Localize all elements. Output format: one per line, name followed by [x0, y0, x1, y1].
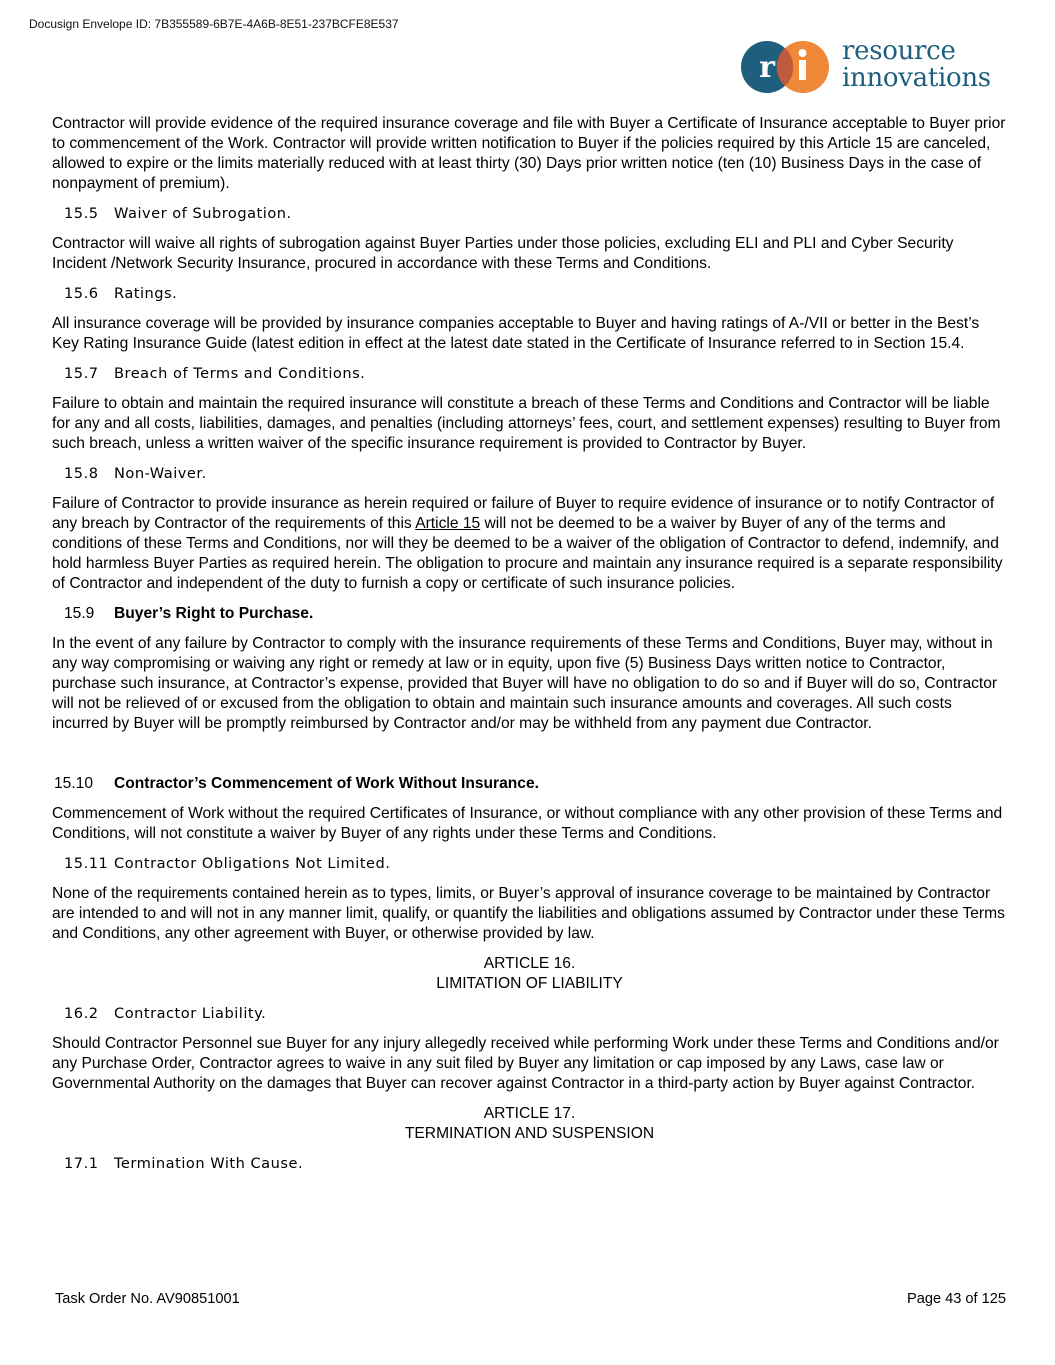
section-body-16-2: Should Contractor Personnel sue Buyer for any injury allegedly received while performing Work under these Terms and Conditions and/or any Purchase Order, Contractor agrees to waive in any suit filed by Buyer any limitation or cap imposed by any Laws, case law or Governmental Authority on the damages that Buyer can recover against Contractor in a third-party action by Buyer against Contractor. — [52, 1035, 999, 1092]
logo-mark-r: r — [759, 50, 775, 85]
section-title: Buyer’s Right to Purchase. — [114, 605, 314, 622]
section-heading-15-5 — [64, 204, 1007, 224]
logo-line-innovations: innovations — [842, 63, 991, 93]
section-number: 15.10 — [54, 775, 94, 792]
footer-page-number: Page 43 of 125 — [907, 1291, 1006, 1307]
section-body-15-8 — [52, 494, 1007, 594]
section-title: Waiver of Subrogation. — [114, 205, 292, 222]
section-number: 17.1 — [64, 1155, 99, 1172]
section-title: Contractor Obligations Not Limited. — [114, 855, 391, 872]
article-title: TERMINATION AND SUSPENSION — [404, 1125, 655, 1142]
article-label: ARTICLE 16. — [483, 955, 576, 972]
section-title: Ratings. — [114, 285, 178, 302]
section-heading-17-1 — [64, 1154, 1007, 1174]
section-number: 15.9 — [64, 605, 95, 622]
article-17-heading — [52, 1104, 1007, 1144]
section-heading-15-7 — [64, 364, 1007, 384]
document-body — [52, 114, 1007, 1184]
section-number: 15.11 — [64, 855, 109, 872]
section-body-15-7: Failure to obtain and maintain the required insurance will constitute a breach of these Terms and Conditions and Contractor will be liable for any and all costs, liabilities, damages, and penalties (including attorneys’ fees, court, and settlement expenses) resulting to Buyer from such breach, unless a written waiver of the specific insurance requirement is provided to Contractor by Buyer. — [52, 395, 1001, 452]
section-body-15-5: Contractor will waive all rights of subrogation against Buyer Parties under those policies, excluding ELI and PLI and Cyber Security Incident /Network Security Insurance, procured in accordance with these Terms and Conditions. — [52, 235, 954, 272]
section-title: Termination With Cause. — [114, 1155, 304, 1172]
section-title: Non-Waiver. — [114, 465, 207, 482]
body-text: Failure of Contractor to provide insurance as herein required or failure of Buyer to require evidence of insurance or to notify Contractor of any breach by Contractor of the requirements of this — [52, 495, 995, 532]
section-number: 15.8 — [64, 465, 99, 482]
section-body-15-11: None of the requirements contained herein as to types, limits, or Buyer’s approval of insurance coverage to be maintained by Contractor are intended to and will not in any manner limit, qualify, or quantify the liabilities and obligations assumed by Contractor under these Terms and Conditions, any other agreement with Buyer, or otherwise provided by law. — [52, 885, 1005, 942]
section-body-15-6: All insurance coverage will be provided by insurance companies acceptable to Buyer and having ratings of A-/VII or better in the Best’s Key Rating Insurance Guide (latest edition in effect at the latest date stated in the Certificate of Insurance referred to in Section 15.4. — [52, 315, 980, 352]
article-15-link[interactable]: Article 15 — [415, 515, 481, 532]
section-heading-15-8 — [64, 464, 1007, 484]
section-number: 16.2 — [64, 1005, 99, 1022]
section-body-15-10: Commencement of Work without the required Certificates of Insurance, or without compliance with any other provision of these Terms and Conditions, will not constitute a waiver by Buyer of any rights under these Terms and Conditions. — [52, 805, 1003, 842]
logo-line-resource: resource — [842, 36, 956, 66]
section-heading-15-6 — [64, 284, 1007, 304]
logo-mark-icon — [741, 40, 833, 96]
section-number: 15.5 — [64, 205, 99, 222]
body-text: will not be deemed to be a waiver by Buyer of any of the terms and conditions of these Terms and Conditions, nor will they be deemed to be a waiver of the obligation of Contractor to defend, indemnify, and hold harmless Buyer Parties as required herein. The obligation to procure and maintain any insurance required is a separate responsibility of Contractor and independent of the duty to furnish a copy or certificate of such insurance policies. — [52, 515, 1003, 592]
article-title: LIMITATION OF LIABILITY — [436, 975, 623, 992]
article-label: ARTICLE 17. — [483, 1105, 576, 1122]
article-16-heading — [52, 954, 1007, 994]
section-title: Breach of Terms and Conditions. — [114, 365, 366, 382]
section-heading-15-10 — [54, 774, 1007, 794]
section-title: Contractor Liability. — [114, 1005, 267, 1022]
section-heading-15-11 — [64, 854, 1007, 874]
intro-paragraph: Contractor will provide evidence of the required insurance coverage and file with Buyer a Certificate of Insurance acceptable to Buyer prior to commencement of the Work. Contractor will provide written notification to Buyer if the policies required by this Article 15 are canceled, allowed to expire or the limits materially reduced with at least thirty (30) Days prior written notice (ten (10) Business Days in the case of nonpayment of premium). — [52, 115, 1006, 192]
footer-task-order: Task Order No. AV90851001 — [55, 1291, 240, 1307]
logo-wordmark — [842, 38, 991, 92]
docusign-envelope-id: Docusign Envelope ID: 7B355589-6B7E-4A6B-8E51-237BCFE8E537 — [29, 17, 399, 31]
section-title: Contractor’s Commencement of Work Without Insurance. — [114, 775, 539, 792]
section-body-15-9: In the event of any failure by Contractor to comply with the insurance requirements of these Terms and Conditions, Buyer may, without in any way compromising or waiving any right or remedy at law or in equity, upon five (5) Business Days written notice to Contractor, purchase such insurance, at Contractor’s expense, provided that Buyer will have no obligation to do so and if Buyer will do so, Contractor will not be relieved of or excused from the obligation to obtain and maintain such insurance amounts and coverages. All such costs incurred by Buyer will be promptly reimbursed by Contractor and/or may be withheld from any payment due Contractor. — [52, 635, 998, 732]
section-number: 15.6 — [64, 285, 99, 302]
company-logo — [741, 38, 1011, 98]
section-heading-15-9 — [64, 604, 1007, 624]
section-number: 15.7 — [64, 365, 99, 382]
blank-line — [52, 734, 1007, 764]
section-heading-16-2 — [64, 1004, 1007, 1024]
